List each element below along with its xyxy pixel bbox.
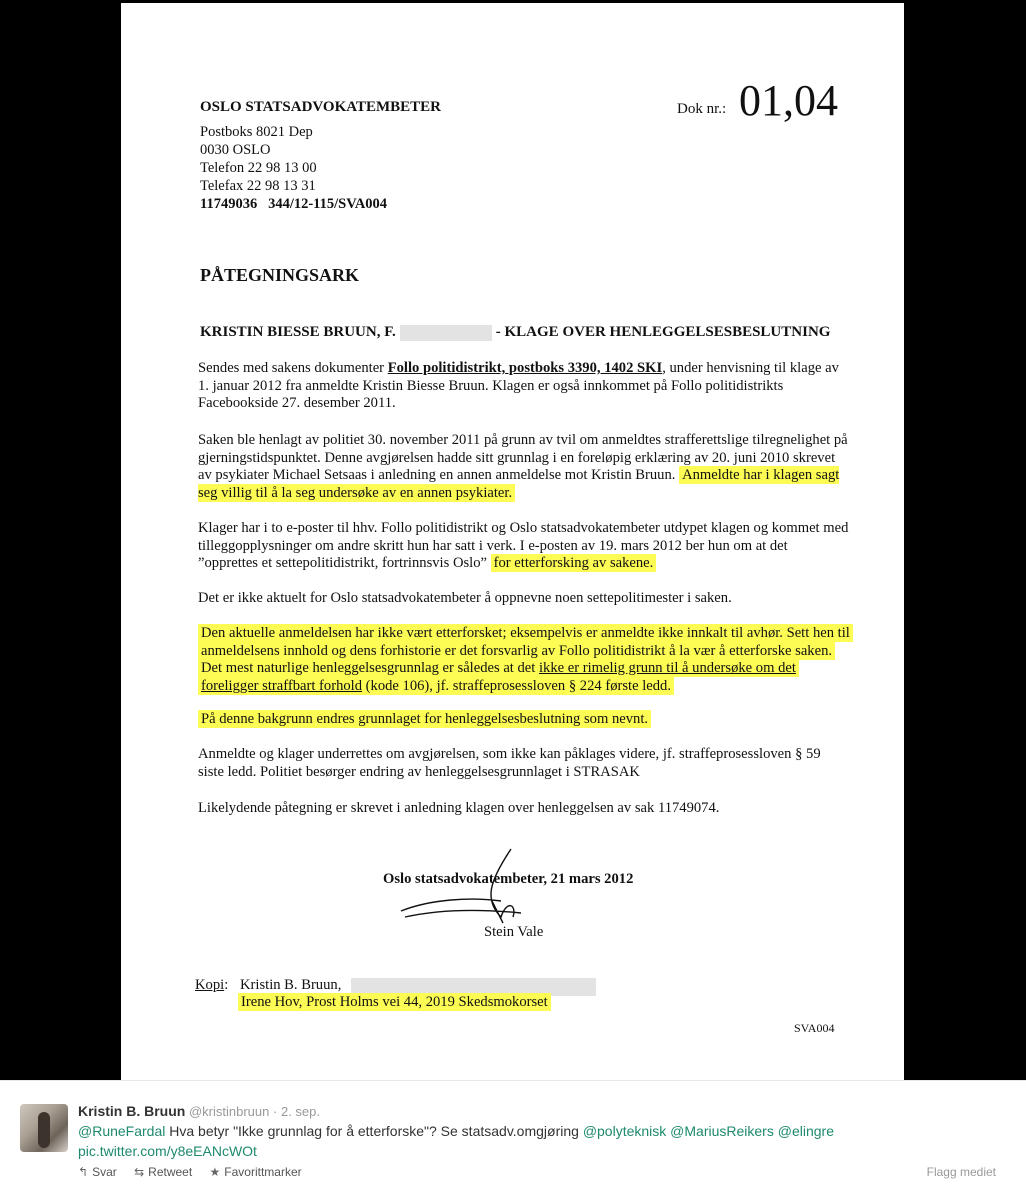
paragraph-4: Det er ikke aktuelt for Oslo statsadvokatembeter å oppnevne noen settepolitimester i saken. (198, 590, 732, 606)
tweet-card (0, 1080, 1026, 1200)
p1-text: Sendes med sakens dokumenter (198, 360, 388, 376)
retweet-icon: ⇆ (134, 1165, 145, 1179)
address-line: Telefon 22 98 13 00 (200, 160, 317, 176)
mention-link[interactable]: @elingre (777, 1123, 834, 1139)
p6-highlight: På denne bakgrunn endres grunnlaget for henleggelsesbeslutning som nevnt. (198, 710, 651, 728)
tweet-author-name[interactable]: Kristin B. Bruun (78, 1103, 186, 1119)
kopi-recipient-2-text: Irene Hov, Prost Holms vei 44, 2019 Skedsmokorset (238, 993, 551, 1011)
tweet-author-handle[interactable]: @kristinbruun (188, 1104, 270, 1119)
reply-icon: ↰ (78, 1165, 89, 1179)
paragraph-2 (198, 432, 850, 502)
signature-place-date: Oslo statsadvokatembeter, 21 mars 2012 (383, 871, 634, 887)
kopi-recipient-2 (238, 994, 551, 1011)
handwritten-signature (391, 839, 521, 929)
address-line: Postboks 8021 Dep (200, 124, 313, 140)
p1-address: Follo politidistrikt, postboks 3390, 1402 SKI (387, 360, 663, 376)
subhead-title: - KLAGE OVER HENLEGGELSESBESLUTNING (495, 324, 831, 340)
p2-highlight: Anmeldte har i klagen sagt seg villig til å la seg undersøke av en annen psykiater. (198, 467, 840, 501)
kopi-label-text: Kopi (195, 977, 225, 993)
reference-number: 11749036 344/12-115/SVA004 (200, 196, 388, 212)
p3-text: Klager har i to e-poster til hhv. Follo politidistrikt og Oslo statsadvokatembeter utdypet klagen og kommet med tilleggopplysninger om andre skritt hun har satt i verk. I e-posten av 19. mars 2012 ber hun om at det ”opprettes et settepolitidistrikt, fortrinnsvis Oslo” (198, 520, 849, 572)
p5-text: Den aktuelle anmeldelsen har ikke vært etterforsket; eksempelvis er anmeldte ikke innkalt til avhør. Sett hen til anmeldelsens innhold og dens forhistorie er det forsvarlig av Follo politidistrikt å la vær å etterforske saken. Det mest naturlige henleggelsesgrunnlag er således at det (201, 625, 850, 677)
paragraph-5 (198, 625, 850, 695)
separator: · (273, 1104, 278, 1119)
p5-highlight (198, 624, 853, 695)
mention-link[interactable]: @MariusReikers (670, 1123, 774, 1139)
tweet-date[interactable]: 2. sep. (280, 1104, 320, 1119)
p2-text: Saken ble henlagt av politiet 30. november 2011 på grunn av tvil om anmeldtes strafferettslige tilregnelighet på gjerningstidspunktet. Denne avgjørelsen hadde sitt grunnlag i en foreløpig erklæring av 20. juni 2010 skrevet av psykiater Michael Setsaas i anledning en annen anmeldelse mot Kristin Bruun. (198, 432, 848, 484)
pic-link[interactable]: pic.twitter.com/y8eEANcWOt (78, 1143, 257, 1159)
retweet-label: Retweet (148, 1165, 193, 1179)
tweet-text (78, 1123, 834, 1139)
p3-highlight: for etterforsking av sakene. (491, 554, 657, 572)
p1-text-end: , under henvisning til klage av 1. januar 2012 fra anmeldte Kristin Biesse Bruun. Klagen er også innkommet på Follo politidistrikts Facebookside 27. desember 2011. (198, 360, 839, 412)
reply-label: Svar (92, 1165, 117, 1179)
flag-media-link[interactable]: Flagg mediet (926, 1165, 996, 1179)
scanned-document (121, 3, 904, 1080)
tweet-header (78, 1103, 320, 1119)
p5-text-end: (kode 106), jf. straffeprosessloven § 224 første ledd. (362, 677, 671, 694)
org-name: OSLO STATSADVOKATEMBETER (200, 99, 442, 115)
footer-code: SVA004 (794, 1021, 835, 1035)
paragraph-8: Likelydende påtegning er skrevet i anledning klagen over henleggelsen av sak 11749074. (198, 800, 720, 816)
kopi-label: Kopi: (195, 977, 229, 993)
tweet-actions (78, 1165, 316, 1179)
kopi-recipient-1: Kristin B. Bruun, (240, 977, 342, 993)
dok-label: Dok nr.: (677, 101, 727, 117)
tweet-body: Hva betyr "Ikke grunnlag for å etterforske"? Se statsadv.omgjøring (165, 1123, 583, 1139)
paragraph-7: Anmeldte og klager underrettes om avgjørelsen, som ikke kan påklages videre, jf. straffeprosessloven § 59 siste ledd. Politiet besørger endring av henleggelsesgrunnlaget i STRASAK (198, 746, 821, 780)
tweet-pic-link-row (78, 1143, 257, 1159)
avatar[interactable] (20, 1104, 68, 1152)
p5-underlined: ikke er rimelig grunn til å undersøke om det foreligger straffbart forhold (201, 660, 796, 694)
address-line: 0030 OSLO (200, 142, 271, 158)
reply-button[interactable] (78, 1165, 117, 1179)
star-icon: ★ (209, 1165, 221, 1179)
dok-number: 01,04 (739, 76, 838, 125)
favorite-button[interactable] (210, 1165, 302, 1179)
favorite-label: Favorittmarker (224, 1165, 302, 1179)
mention-link[interactable]: @RuneFardal (78, 1123, 166, 1139)
paragraph-6 (198, 711, 850, 729)
paragraph-1 (198, 360, 850, 413)
paragraph-3 (198, 520, 850, 573)
redaction-block (400, 325, 492, 341)
mention-link[interactable]: @polyteknisk (582, 1123, 667, 1139)
signature-name: Stein Vale (484, 924, 544, 940)
case-subheading (200, 324, 830, 341)
address-line: Telefax 22 98 13 31 (200, 178, 316, 194)
retweet-button[interactable] (134, 1165, 192, 1179)
subhead-name: KRISTIN BIESSE BRUUN, F. (200, 324, 396, 340)
document-heading: PÅTEGNINGSARK (200, 265, 360, 285)
